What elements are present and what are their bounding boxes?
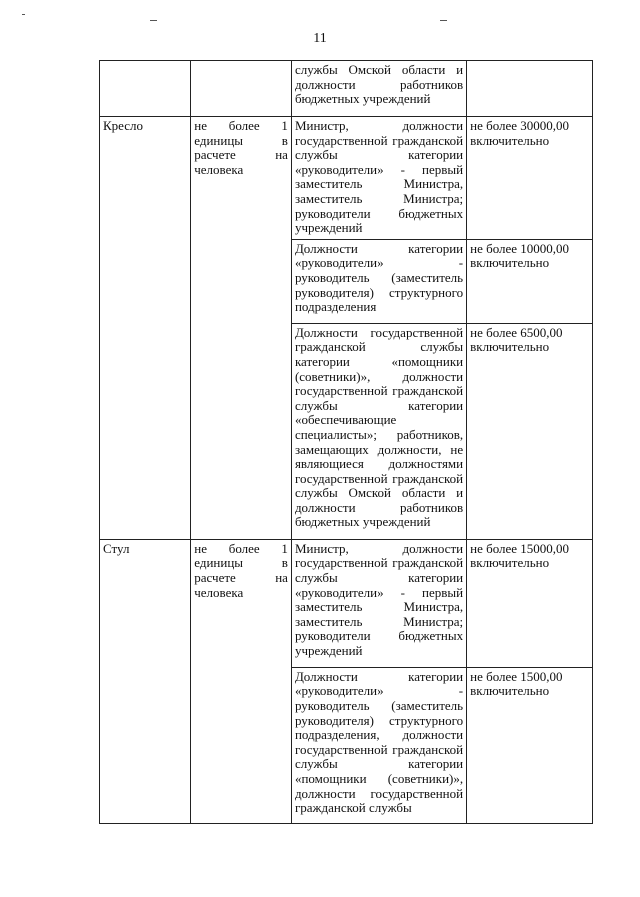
price-cell: не более 15000,00 включительно [467, 539, 593, 667]
page-number: 11 [313, 31, 327, 46]
item-name-cell: Кресло [100, 117, 191, 540]
item-name-cell: Стул [100, 539, 191, 823]
position-cell: Должности категории «руководители» - руководитель (заместитель руководителя) структурного подразделения, должности государственной гражданской службы категории «помощники (советники)», должности государственной гражданской службы [291, 667, 466, 823]
table-row [100, 539, 593, 667]
position-cell: службы Омской области и должности работников бюджетных учреждений [291, 61, 466, 117]
table-row [100, 117, 593, 240]
price-cell: не более 30000,00 включительно [467, 117, 593, 240]
position-cell: Министр, должности государственной гражданской службы категории «руководители» - первый заместитель Министра, заместитель Министра; руководители бюджетных учреждений [291, 117, 466, 240]
position-cell: Министр, должности государственной гражданской службы категории «руководители» - первый заместитель Министра, заместитель Министра; руководители бюджетных учреждений [291, 539, 466, 667]
scan-speck [440, 20, 447, 21]
position-cell: Должности категории «руководители» - руководитель (заместитель руководителя) структурного подразделения [291, 239, 466, 323]
price-cell: не более 10000,00 включительно [467, 239, 593, 323]
table-cell [100, 61, 191, 117]
scan-speck [150, 20, 157, 21]
quantity-cell: не более 1 единицы в расчете на человека [191, 539, 292, 823]
price-cell: не более 1500,00 включительно [467, 667, 593, 823]
table-row [100, 61, 593, 117]
scan-speck [22, 14, 25, 15]
table-cell [467, 61, 593, 117]
position-cell: Должности государственной гражданской службы категории «помощники (советники)», должности государственной гражданской службы категории «обеспечивающие специалисты»; работников, замещающих должности, не являющиеся должностями государственной гражданской службы Омской области и должности работников бюджетных учреждений [291, 323, 466, 539]
furniture-standards-table [99, 60, 593, 824]
price-cell: не более 6500,00 включительно [467, 323, 593, 539]
table-cell [191, 61, 292, 117]
quantity-cell: не более 1 единицы в расчете на человека [191, 117, 292, 540]
